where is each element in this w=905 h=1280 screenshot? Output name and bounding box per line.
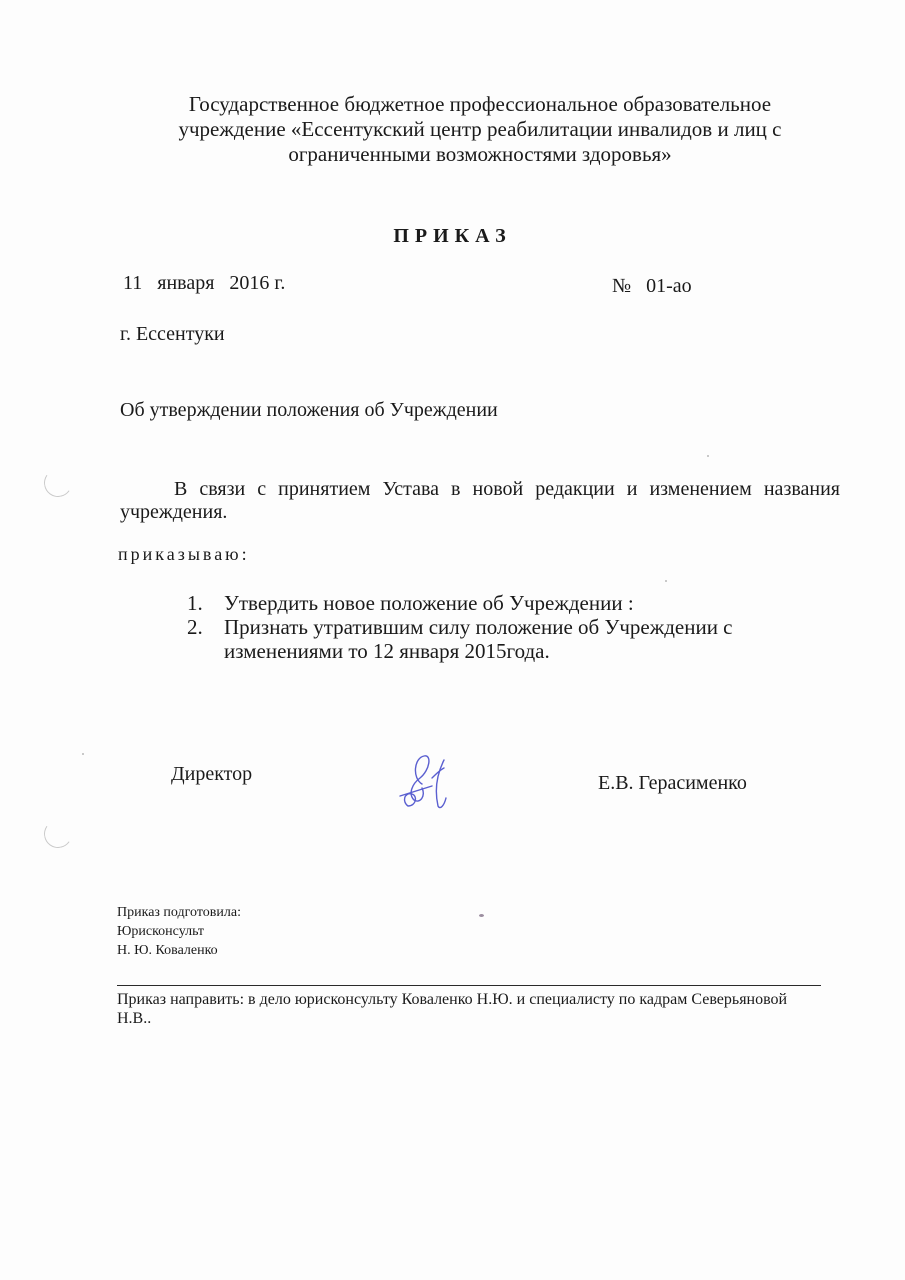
divider-line — [117, 985, 821, 986]
preamble-paragraph: В связи с принятием Устава в новой редакции и изменением названия учреждения. — [120, 478, 840, 523]
order-item — [187, 591, 787, 615]
signatory-name: Е.В. Герасименко — [598, 772, 747, 794]
order-items-list — [187, 591, 787, 663]
scan-speck — [665, 580, 667, 582]
punch-hole-mark — [42, 467, 74, 499]
order-item-text: Утвердить новое положение об Учреждении : — [224, 591, 634, 615]
order-item — [187, 615, 787, 663]
organization-header — [140, 92, 820, 167]
order-item-number: 1. — [187, 591, 203, 615]
scan-speck — [82, 753, 84, 755]
prepared-by-block — [117, 903, 241, 960]
order-subject: Об утверждении положения об Учреждении — [120, 399, 498, 421]
org-header-line: учреждение «Ессентукский центр реабилитации инвалидов и лиц с — [178, 117, 782, 141]
handwritten-signature — [392, 748, 472, 818]
prepared-by-position: Юрисконсульт — [117, 924, 205, 939]
routing-note: Приказ направить: в дело юрисконсульту Коваленко Н.Ю. и специалисту по кадрам Северьяновой Н.В.. — [117, 991, 788, 1027]
prepared-by-name: Н. Ю. Коваленко — [117, 943, 218, 958]
scan-speck — [707, 455, 709, 457]
prepared-by-label: Приказ подготовила: — [117, 905, 241, 920]
scan-speck — [479, 914, 484, 917]
order-number: № 01-ао — [612, 275, 692, 297]
signatory-role: Директор — [171, 763, 253, 785]
org-header-line: Государственное бюджетное профессиональное образовательное — [188, 92, 772, 116]
order-date: 11 января 2016 г. — [123, 272, 286, 294]
order-item-number: 2. — [187, 615, 203, 639]
order-city: г. Ессентуки — [120, 323, 225, 345]
order-verb: приказываю: — [118, 544, 250, 564]
org-header-line: ограниченными возможностями здоровья» — [288, 142, 672, 166]
document-title: ПРИКАЗ — [393, 225, 512, 247]
order-item-text: Признать утратившим силу положение об Учреждении с изменениями то 12 января 2015года. — [224, 615, 733, 663]
punch-hole-mark — [42, 818, 74, 850]
